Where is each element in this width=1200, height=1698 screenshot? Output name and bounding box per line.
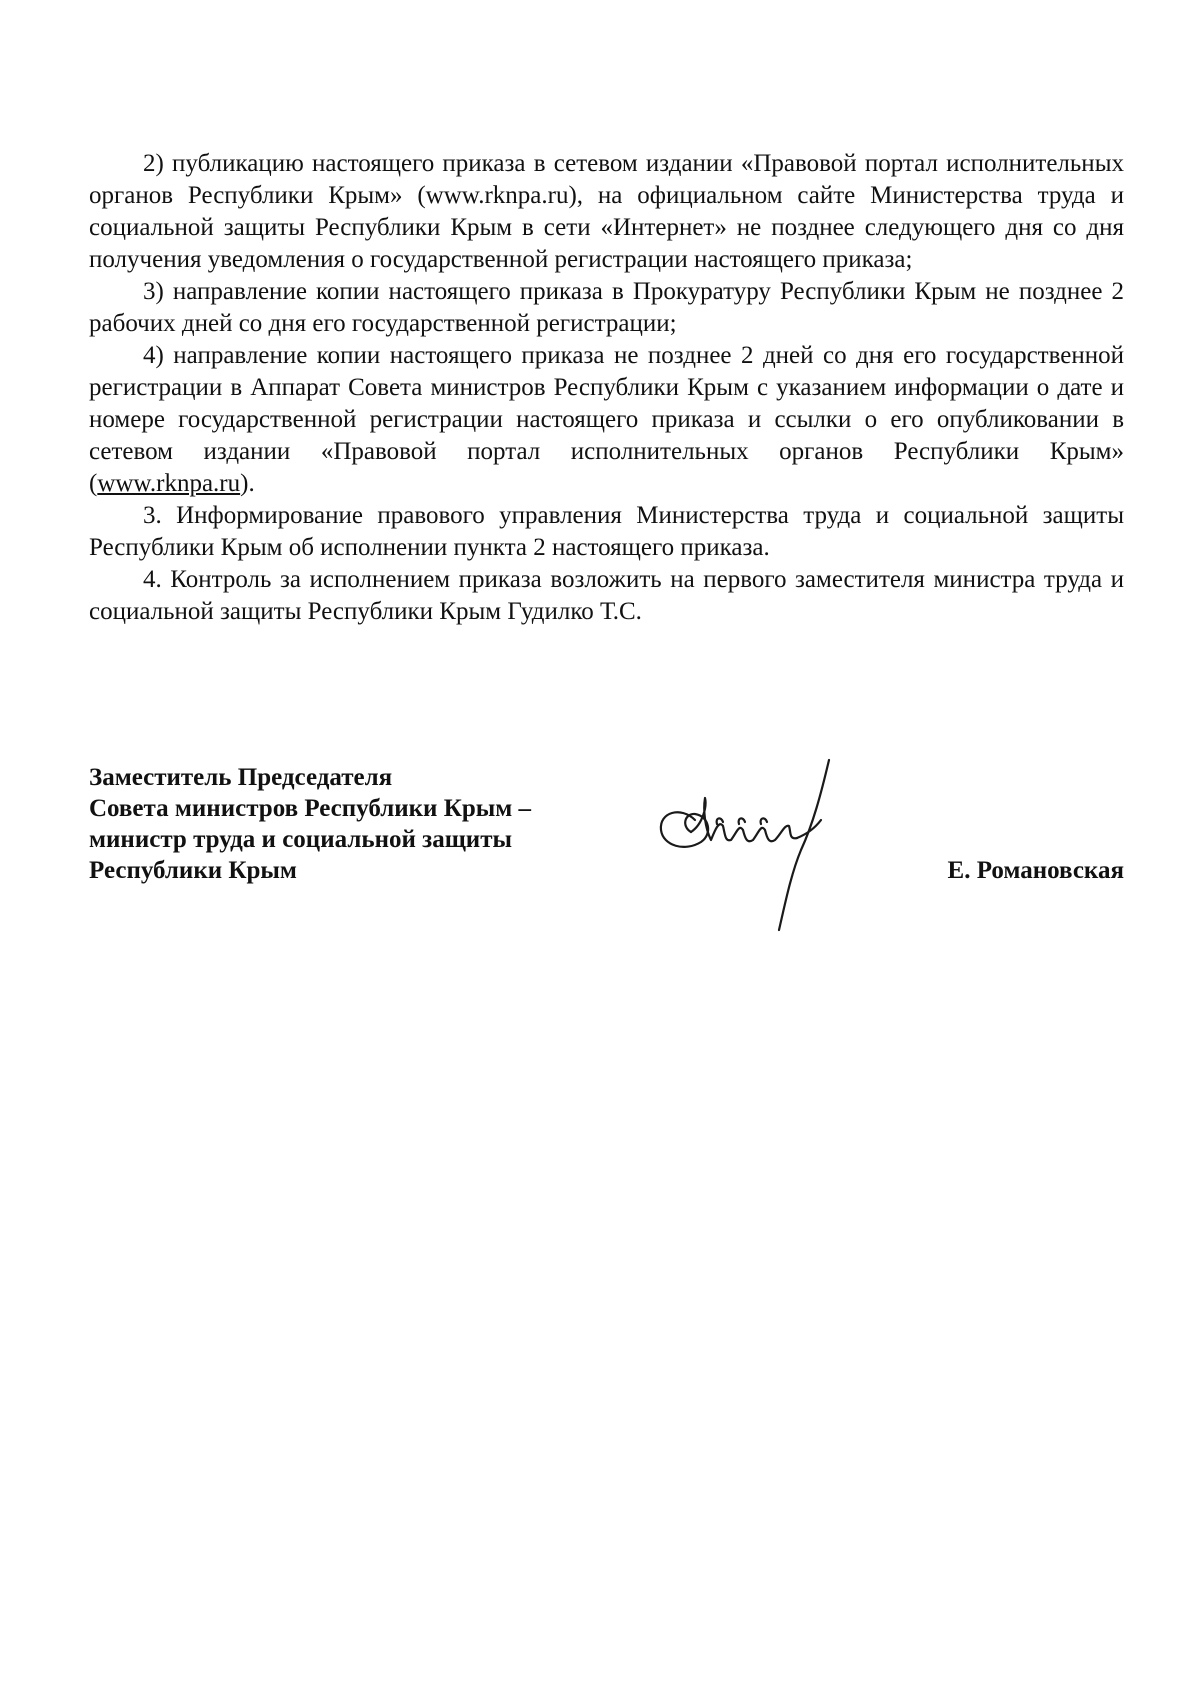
paragraph-item-4: 4. Контроль за исполнением приказа возложить на первого заместителя министра труда и социальной защиты Республики Крым Гудилко Т.С. [89, 566, 1124, 625]
signature-block [89, 762, 1124, 932]
signer-position-line: Заместитель Председателя [89, 764, 393, 791]
paragraph-item-2-3: 3) направление копии настоящего приказа в Прокуратуру Республики Крым не позднее 2 рабочих дней со дня его государственной регистрации; [89, 278, 1124, 337]
paragraph-item-2-4-end: ). [240, 470, 255, 497]
rknpa-link[interactable]: www.rknpa.ru [97, 470, 241, 497]
paragraph-item-3: 3. Информирование правового управления Министерства труда и социальной защиты Республики Крым об исполнении пункта 2 настоящего приказа. [89, 502, 1124, 561]
document-body [89, 148, 1124, 628]
paragraph-item-2-4-text: 4) направление копии настоящего приказа не позднее 2 дней со дня его государственной регистрации в Аппарат Совета министров Республики Крым с указанием информации о дате и номере государственной регистрации настоящего приказа и ссылки о его опубликовании в сетевом издании «Правовой портал исполнительных органов Республики Крым» ( [89, 342, 1124, 497]
paragraph-item-2-2: 2) публикацию настоящего приказа в сетевом издании «Правовой портал исполнительных органов Республики Крым» (www.rknpa.ru), на официальном сайте Министерства труда и социальной защиты Республики Крым в сети «Интернет» не позднее следующего дня со дня получения уведомления о государственной регистрации настоящего приказа; [89, 150, 1124, 273]
signer-position [89, 762, 649, 886]
handwritten-signature [651, 754, 851, 934]
signer-position-line: Республики Крым [89, 857, 297, 884]
signer-position-line: министр труда и социальной защиты [89, 826, 512, 853]
signer-position-line: Совета министров Республики Крым – [89, 795, 532, 822]
signer-name: Е. Романовская [947, 857, 1124, 884]
paragraph-item-2-4 [89, 340, 1124, 500]
